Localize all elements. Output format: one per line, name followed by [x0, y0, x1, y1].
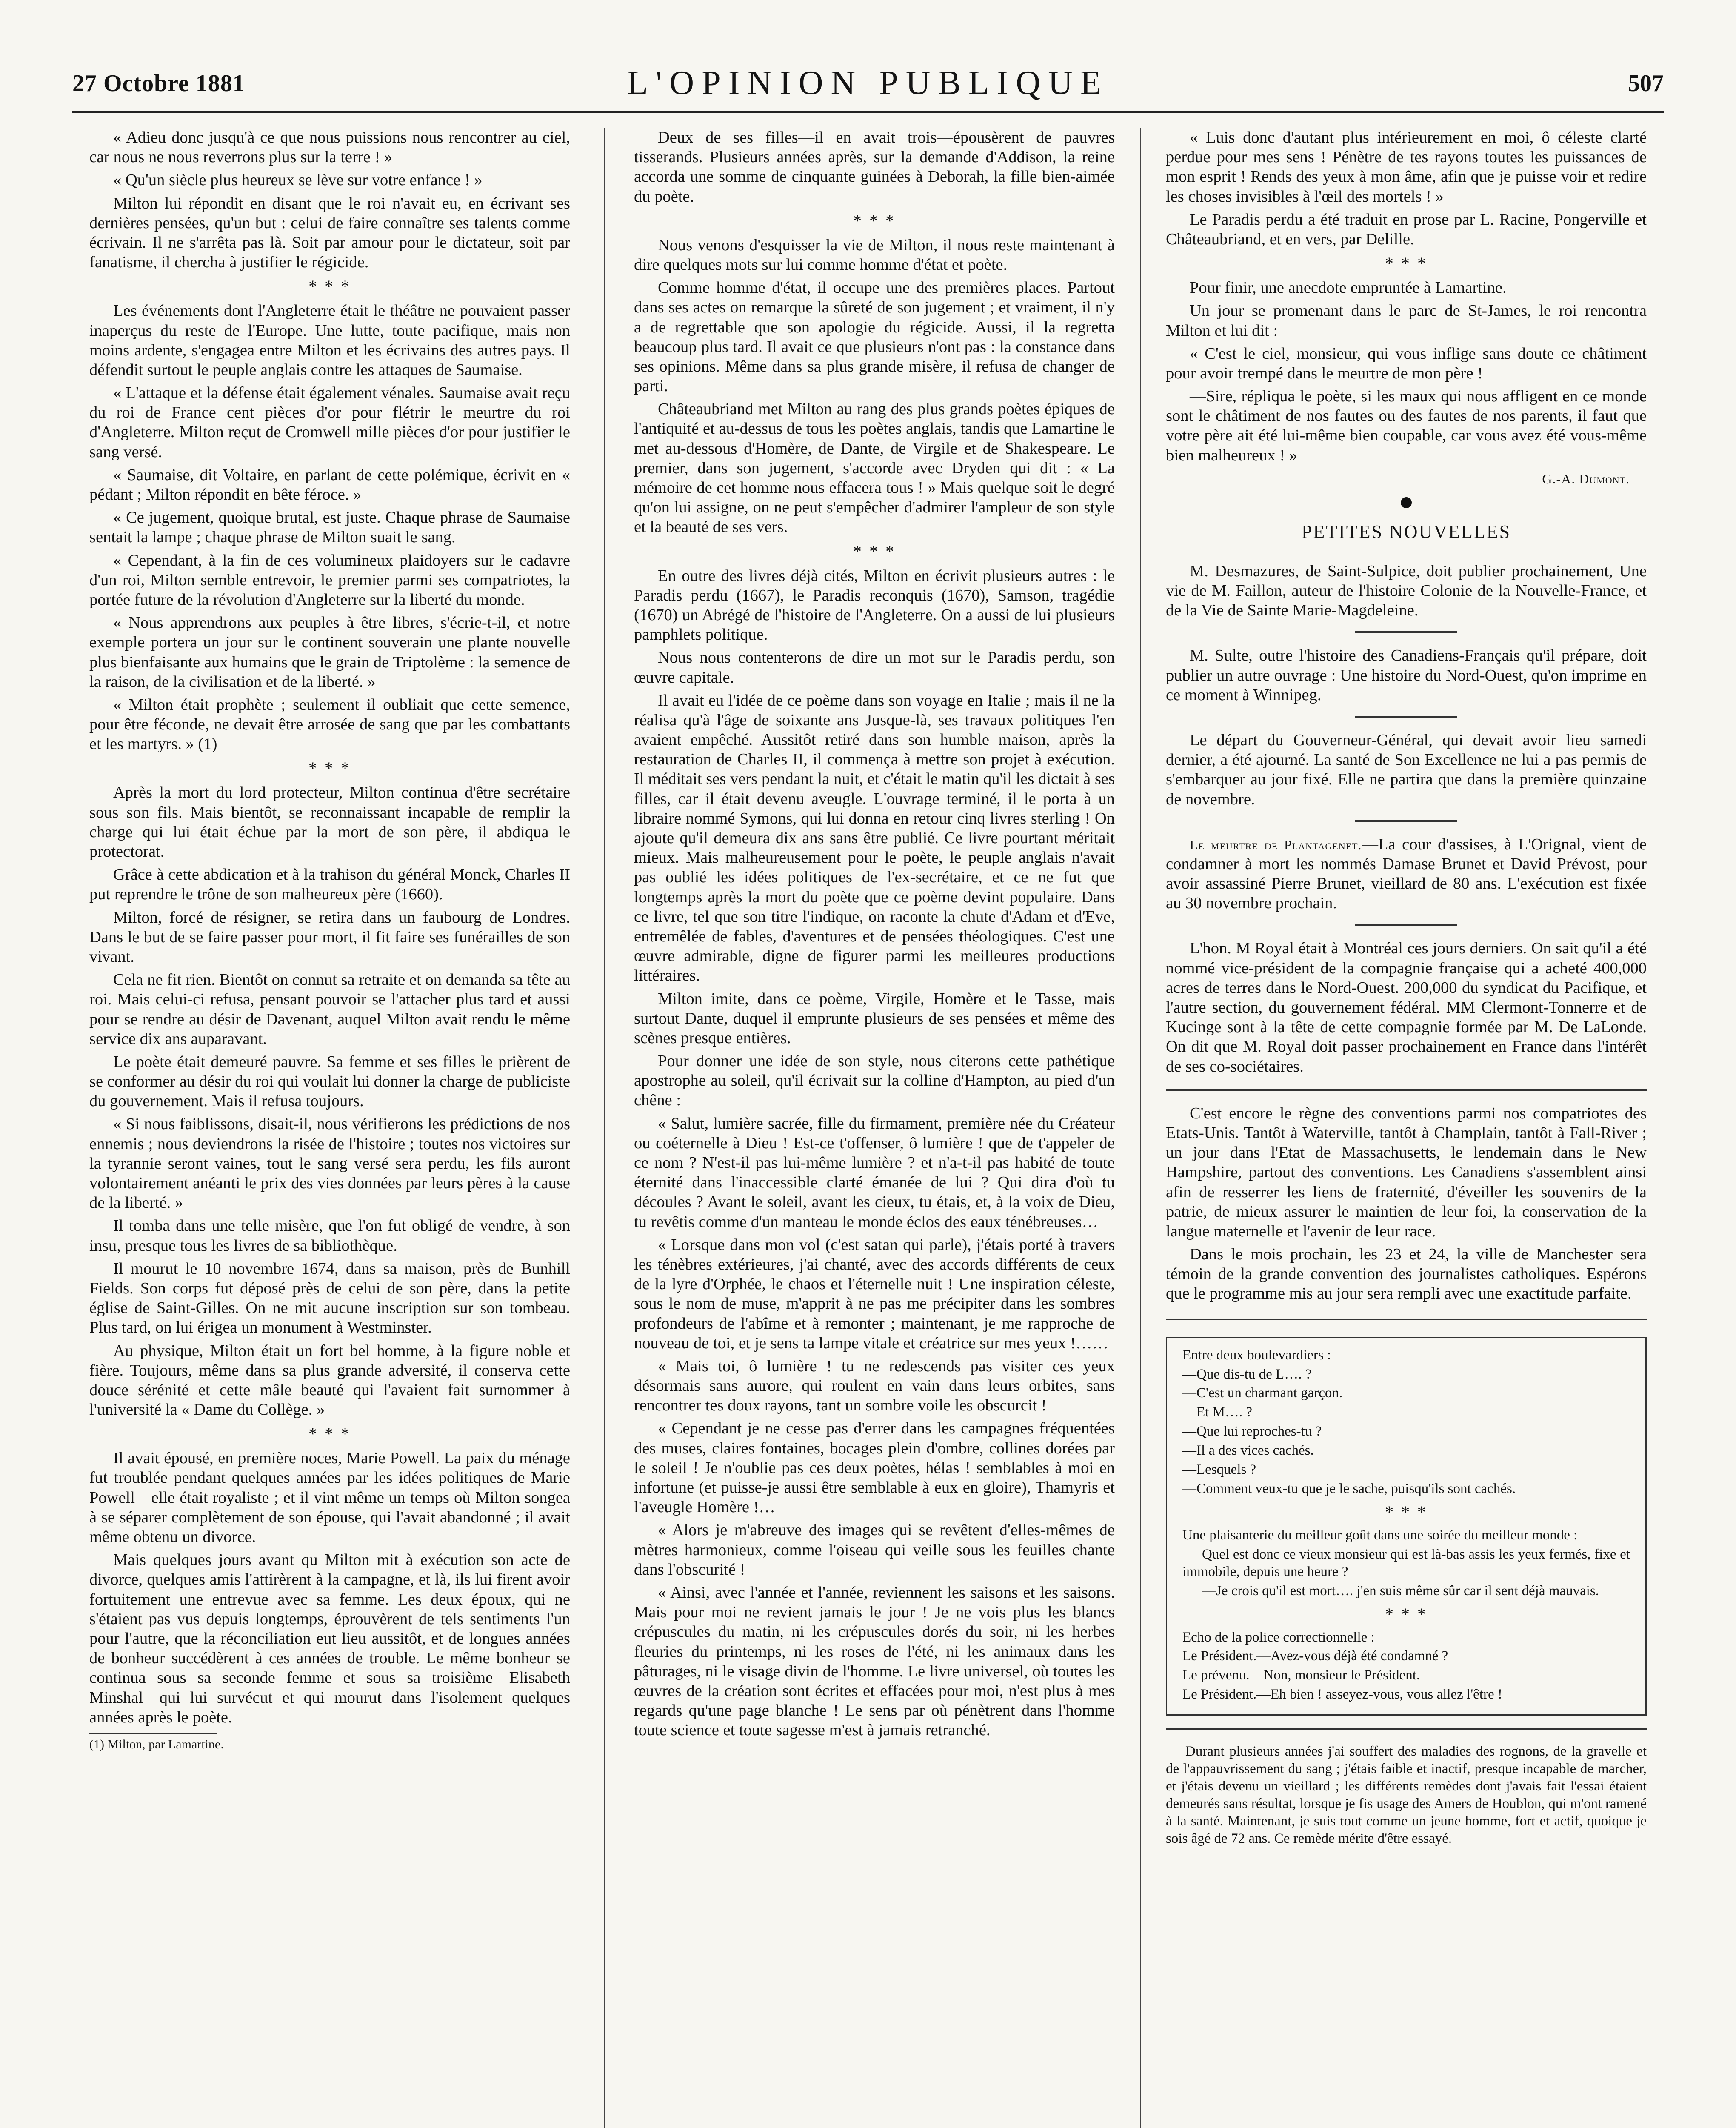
- paragraph: Cela ne fit rien. Bientôt on connut sa retraite et on demanda sa tête au roi. Mais celui-ci refusa, pensant pouvoir se l'attacher plus tard et aussi pour se rendre au désir de Davenant, auquel Milton avait rendu le même service dix ans auparavant.: [89, 971, 570, 1048]
- box-line: —C'est un charmant garçon.: [1182, 1385, 1343, 1401]
- paragraph: Il avait épousé, en première noces, Marie Powell. La paix du ménage fut troublée pendant quelques années par les idées politiques de Marie Powell—elle était royaliste ; et il vint même un temps où Milton songea à se séparer complètement de son épouse, qui l'avait abandonné ; il avait même obtenu un divorce.: [89, 1449, 570, 1546]
- paragraph: Pour donner une idée de son style, nous citerons cette pathétique apostrophe au soleil, qu'il écrivait sur la colline d'Hampton, au pied d'un chêne :: [634, 1052, 1115, 1110]
- item-separator: [1355, 820, 1457, 822]
- box-line: Le Président.—Avez-vous déjà été condamné ?: [1182, 1648, 1448, 1664]
- advertisement: Durant plusieurs années j'ai souffert des maladies des rognons, de la gravelle et de l'appauvrissement du sang ; j'étais faible et inactif, presque incapable de marcher, et j'étais devenu un vieillard ; les différents remèdes dont j'avais fait l'essai étaient demeurés sans résultat, lorsque je fis usage des Amers de Houblon, qui m'ont ramené à la santé. Maintenant, je suis tout comme un jeune homme, fort et actif, quoique je sois âgé de 72 ans. Ce remède mérite d'être essayé.: [1166, 1744, 1647, 1846]
- section-separator: * * *: [1385, 254, 1428, 273]
- paragraph: Il mourut le 10 novembre 1674, dans sa maison, près de Bunhill Fields. Son corps fut déposé près de celui de son père, dans la petite église de Saint-Gilles. On ne mit aucune inscription sur son tombeau. Plus tard, on lui érigea un monument à Westminster.: [89, 1259, 570, 1337]
- section-separator: * * *: [853, 211, 896, 230]
- paragraph: Pour finir, une anecdote empruntée à Lamartine.: [1190, 279, 1507, 297]
- paragraph: Il tomba dans une telle misère, que l'on fut obligé de vendre, à son insu, presque tous les livres de sa bibliothèque.: [89, 1217, 570, 1255]
- paragraph: —Sire, répliqua le poète, si les maux qui nous affligent en ce monde sont le châtiment de nos fautes ou des fautes de nos parents, il faut que votre père ait été lui-même bien coupable, car vous avez été vous-même bien malheureux ! »: [1166, 387, 1647, 464]
- item-separator: [1166, 1089, 1647, 1091]
- news-item: L'hon. M Royal était à Montréal ces jours derniers. On sait qu'il a été nommé vice-président de la compagnie française qui a acheté 400,000 acres de terres dans le Nord-Ouest. 200,000 du syndicat du Pacifique, et l'autre section, du gouvernement fédéral. MM Clermont-Tonnerre et de Kucinge sont à la tête de cette compagnie formée par M. De LaLonde. On dit que M. Royal doit passer prochainement en France dans l'intérêt de ses co-sociétaires.: [1166, 939, 1647, 1075]
- section-separator: * * *: [308, 758, 351, 778]
- paragraph: « L'attaque et la défense était également vénales. Saumaise avait reçu du roi de France cent pièces d'or pour flétrir le meurtre du roi d'Angleterre. Milton reçut de Cromwell mille pièces d'or pour justifier le sang versé.: [89, 384, 570, 461]
- paragraph: En outre des livres déjà cités, Milton en écrivit plusieurs autres : le Paradis perdu (1667), le Paradis reconquis (1670), Samson, tragédie (1670) un Abrégé de l'histoire de l'Angleterre. On a aussi de lui plusieurs pamphlets politique.: [634, 566, 1115, 644]
- paragraph: Nous venons d'esquisser la vie de Milton, il nous reste maintenant à dire quelques mots sur lui comme homme d'état et poète.: [634, 236, 1115, 274]
- paragraph: Nous nous contenterons de dire un mot sur le Paradis perdu, son œuvre capitale.: [634, 649, 1115, 686]
- section-separator: * * *: [1385, 1502, 1428, 1522]
- paragraph: Comme homme d'état, il occupe une des premières places. Partout dans ses actes on remarque la sûreté de son jugement ; et vraiment, il n'y a de regrettable que son apologie du régicide. Aussi, il la regretta beaucoup plus tard. Il avait ce que plusieurs n'ont pas : la constance dans ses opinions. Même dans sa plus grande misère, il refusa de changer de parti.: [634, 279, 1115, 395]
- paragraph: Milton, forcé de résigner, se retira dans un faubourg de Londres. Dans le but de se faire passer pour mort, il fit faire ses funérailles de son vivant.: [89, 908, 570, 966]
- column-1: [89, 128, 570, 2128]
- paragraph: Deux de ses filles—il en avait trois—épousèrent de pauvres tisserands. Plusieurs années après, sur la demande d'Addison, la reine accorda une somme de cinquante guinées à Deborah, la fille bien-aimée du poète.: [634, 129, 1115, 206]
- box-line: —Il a des vices cachés.: [1182, 1443, 1314, 1459]
- column-divider: [604, 128, 605, 2128]
- paragraph: Après la mort du lord protecteur, Milton continua d'être secrétaire sous son fils. Mais bientôt, se reconnaissant incapable de remplir la charge qui lui était échue par la mort de son père, il abdiqua le protectorat.: [89, 784, 570, 861]
- box-line: Echo de la police correctionnelle :: [1182, 1629, 1375, 1645]
- section-separator: * * *: [1385, 1604, 1428, 1624]
- news-item: Dans le mois prochain, les 23 et 24, la ville de Manchester sera témoin de la grande convention des journalistes catholiques. Espérons que le programme mis au jour sera rempli avec une exactitude parfaite.: [1166, 1245, 1647, 1303]
- page-number: 507: [1628, 70, 1664, 97]
- box-line: —Lesquels ?: [1182, 1462, 1256, 1478]
- item-separator: [1355, 924, 1457, 926]
- paragraph: « Cependant, à la fin de ces volumineux plaidoyers sur le cadavre d'un roi, Milton semble entrevoir, le premier parmi ses compatriotes, la portée future de la révolution d'Angleterre sur la liberté du monde.: [89, 551, 570, 609]
- paragraph: Grâce à cette abdication et à la trahison du général Monck, Charles II put reprendre le trône de son malheureux père (1660).: [89, 866, 570, 904]
- paragraph: « Nous apprendrons aux peuples à être libres, s'écrie-t-il, et notre exemple portera un jour sur le continent souverain une plante nouvelle plus bienfaisante aux humains que le grain de Triptolème : la semence de la raison, de la civilisation et de la liberté. »: [89, 614, 570, 691]
- column-2: [634, 128, 1115, 2128]
- paragraph: « Salut, lumière sacrée, fille du firmament, première née du Créateur ou coéternelle à Dieu ! Est-ce t'offenser, ô lumière ! que de t'appeler de ce nom ? N'est-il pas lui-même lumière ? et n'a-t-il pas habité de toute éternité dans l'inaccessible clarté émanée de lui ? Qui dira d'où tu découles ? Avant le soleil, avant les cieux, tu étais, et, à la voix de Dieu, tu revêtis comme d'un manteau le monde éclos des eaux ténébreuses…: [634, 1114, 1115, 1231]
- box-line: Une plaisanterie du meilleur goût dans une soirée du meilleur monde :: [1182, 1527, 1578, 1543]
- news-item: Le départ du Gouverneur-Général, qui devait avoir lieu samedi dernier, a été ajourné. La santé de Son Excellence ne lui a pas permis de s'embarquer au jour fixé. Elle ne partira que dans la première quinzaine de novembre.: [1166, 731, 1647, 808]
- bullet-ornament: [1401, 497, 1412, 508]
- box-line: Entre deux boulevardiers :: [1182, 1347, 1331, 1363]
- footnote: (1) Milton, par Lamartine.: [89, 1737, 224, 1751]
- paragraph: « Alors je m'abreuve des images qui se revêtent d'elles-mêmes de mètres harmonieux, comme l'oiseau qui veille sous les feuilles chante dans l'obscurité !: [634, 1521, 1115, 1579]
- box-line: Le prévenu.—Non, monsieur le Président.: [1182, 1668, 1420, 1683]
- news-item-heading: Le meurtre de Plantagenet.: [1190, 837, 1362, 852]
- paragraph: Mais quelques jours avant qu Milton mit à exécution son acte de divorce, quelques amis l'attirèrent à la campagne, et là, ils lui firent avoir fortuitement une entrevue avec sa femme. Les deux époux, qui ne s'étaient pas vus depuis longtemps, éprouvèrent de tels sentiments l'un pour l'autre, que la réconciliation eut lieu aussitôt, et de longues années de bonheur succédèrent à ces années de trouble. Le même bonheur se continua sous sa seconde femme et sous sa troisième—Elisabeth Minshal—qui lui survécut et qui mourut dans l'isolement quelques années après le poète.: [89, 1551, 570, 1726]
- paragraph: « Milton était prophète ; seulement il oubliait que cette semence, pour être féconde, ne devait être arrosée de sang que par les combattants et les martyrs. » (1): [89, 695, 570, 753]
- news-item: C'est encore le règne des conventions parmi nos compatriotes des Etats-Unis. Tantôt à Waterville, tantôt à Champlain, tantôt à Fall-River ; un jour dans l'Etat de Massachusetts, le lendemain dans le New Hampshire, partout des conventions. Les Canadiens s'assemblent ainsi afin de resserrer les liens de fraternité, d'éveiller les souvenirs de la patrie, de mieux assurer le maintien de leur foi, la conservation de la langue maternelle et l'avenir de leur race.: [1166, 1104, 1647, 1240]
- paragraph: Milton lui répondit en disant que le roi n'avait eu, en écrivant ses dernières pensées, qu'un but : celui de faire connaître ses talents comme écrivain. Il ne s'arrêta pas là. Soit par amour pour le dictateur, soit par fanatisme, il chercha à justifier le régicide.: [89, 194, 570, 272]
- box-line: Le Président.—Eh bien ! asseyez-vous, vous allez l'être !: [1182, 1687, 1502, 1702]
- footnote-rule: [89, 1733, 217, 1734]
- box-line: —Je crois qu'il est mort…. j'en suis même sûr car il sent déjà mauvais.: [1202, 1583, 1599, 1599]
- paragraph: « C'est le ciel, monsieur, qui vous inflige sans doute ce châtiment pour avoir trempé dans le meurtre de mon père !: [1166, 344, 1647, 382]
- paragraph: Un jour se promenant dans le parc de St-James, le roi rencontra Milton et lui dit :: [1166, 302, 1647, 340]
- paragraph: Au physique, Milton était un fort bel homme, à la figure noble et fière. Toujours, même dans sa plus grande adversité, il conserva cette douce sérénité et cette mâle beauté qui l'avaient fait surnommer à l'université la « Dame du Collège. »: [89, 1341, 570, 1419]
- box-line: Quel est donc ce vieux monsieur qui est là-bas assis les yeux fermés, fixe et immobile, depuis une heure ?: [1182, 1546, 1630, 1579]
- news-item-body: —La cour d'assises, à L'Orignal, vient de condamner à mort les nommés Damase Brunet et David Prévost, pour avoir assassiné Pierre Brunet, vieillard de 80 ans. L'exécution est fixée au 30 novembre prochain.: [1166, 835, 1647, 912]
- news-item: [1166, 835, 1647, 913]
- column-3: [1166, 128, 1647, 2128]
- double-rule: [1166, 1319, 1647, 1321]
- anecdotes-box: [1166, 1337, 1647, 1716]
- section-separator: * * *: [853, 541, 896, 561]
- paragraph: Le poète était demeuré pauvre. Sa femme et ses filles le prièrent de se conformer au désir du roi qui voulait lui donner la charge de publiciste du gouvernement. Mais il refusa toujours.: [89, 1053, 570, 1110]
- item-separator: [1166, 1728, 1647, 1730]
- newspaper-title: L'OPINION PUBLIQUE: [627, 64, 1109, 102]
- masthead-rule: [72, 111, 1664, 113]
- paragraph: Il avait eu l'idée de ce poème dans son voyage en Italie ; mais il ne la réalisa qu'à l'âge de soixante ans Jusque-là, ses travaux politiques l'en avaient empêché. Aussitôt retiré dans son humble maison, après la restauration de Charles II, il commença à mettre son projet à exécution. Il méditait ses vers pendant la nuit, et c'était le matin qu'il les dictait à ses filles, car il était devenu aveugle. L'ouvrage terminé, il le porta à un libraire nommé Symons, qui lui donna en retour cinq livres sterling ! On ajoute qu'il demeura dix ans sans être publié. Ce livre pourtant méritait mieux. Mais malheureusement pour le poète, le peuple anglais n'avait pas oublié les idées politiques de l'ex-secrétaire, et ce ne fut que longtemps après la mort du poète que ce poème devint populaire. Dans ce livre, tel que son titre l'indique, on raconte la chute d'Adam et d'Eve, entremêlée de fables, d'aventures et de pensées théologiques. C'est une œuvre admirable, digne de figurer parmi les meilleures productions littéraires.: [634, 691, 1115, 985]
- news-item: M. Desmazures, de Saint-Sulpice, doit publier prochainement, Une vie de M. Faillon, auteur de l'histoire Colonie de la Nouvelle-France, et de la Vie de Sainte Marie-Magdeleine.: [1166, 562, 1647, 620]
- paragraph: « Saumaise, dit Voltaire, en parlant de cette polémique, écrivit en « pédant ; Milton répondit en bête féroce. »: [89, 466, 570, 503]
- box-line: —Et M…. ?: [1182, 1404, 1253, 1420]
- paragraph: Les événements dont l'Angleterre était le théâtre ne pouvaient passer inaperçus du reste de l'Europe. Une lutte, toute pacifique, mais non moins ardente, s'engagea entre Milton et les écrivains des autres pays. Il défendit surtout le peuple anglais contre les attaques de Saumaise.: [89, 302, 570, 379]
- paragraph: Le Paradis perdu a été traduit en prose par L. Racine, Pongerville et Châteaubriand, et en vers, par Delille.: [1166, 210, 1647, 248]
- paragraph: « Ainsi, avec l'année et l'année, reviennent les saisons et les saisons. Mais pour moi ne revient jamais le jour ! Je ne vois plus les blancs crépuscules du matin, ni les crépuscules dorés du soir, ni les herbes fleuries du printemps, ni les roses de l'été, ni les animaux dans les pâturages, ni le visage divin de l'homme. Le livre universel, où toutes les œuvres de la création sont écrites et effacées pour moi, n'est plus à mes regards qu'une page blanche ! Le sens par où pénètrent dans l'homme toute science et toute sagesse m'est à jamais retranché.: [634, 1583, 1115, 1739]
- box-line: —Que lui reproches-tu ?: [1182, 1424, 1322, 1439]
- paragraph: « Lorsque dans mon vol (c'est satan qui parle), j'étais porté à travers les ténèbres extérieures, j'ai chanté, avec des accords différents de ceux de la lyre d'Orphée, le chaos et l'éternelle nuit ! Une inspiration céleste, sous le nom de muse, m'apprit à ne pas me précipiter dans les sombres profondeurs de l'abîme et à remonter ; maintenant, je me rapproche de nouveau de toi, et je sens ta lampe vitale et créatrice sur mes yeux !……: [634, 1236, 1115, 1352]
- paragraph: « Qu'un siècle plus heureux se lève sur votre enfance ! »: [113, 171, 483, 189]
- paragraph: « Si nous faiblissons, disait-il, nous vérifierons les prédictions de nos ennemis ; nous deviendrons la risée de l'histoire ; toutes nos victoires sur la tyrannie seront vaines, tout le sang versé sera perdu, les fils auront volontairement anéanti le prix des vies données par leurs pères à la cause de la liberté. »: [89, 1115, 570, 1212]
- section-title: PETITES NOUVELLES: [1301, 521, 1511, 542]
- paragraph: « Mais toi, ô lumière ! tu ne redescends pas visiter ces yeux désormais sans aurore, qui roulent en vain dans leurs orbites, sans rencontrer tes doux rayons, tant un sombre voile les obscurcit !: [634, 1357, 1115, 1415]
- section-separator: * * *: [308, 1424, 351, 1444]
- paragraph: « Adieu donc jusqu'à ce que nous puissions nous rencontrer au ciel, car nous ne nous reverrons plus sur la terre ! »: [89, 129, 570, 166]
- paragraph: « Luis donc d'autant plus intérieurement en moi, ô céleste clarté perdue pour mes sens ! Pénètre de tes rayons toutes les puissances de mon esprit ! Rends des yeux à mon âme, afin que je puisse voir et redire les choses invisibles à l'œil des mortels ! »: [1166, 129, 1647, 206]
- item-separator: [1355, 716, 1457, 718]
- box-line: —Comment veux-tu que je le sache, puisqu'ils sont cachés.: [1182, 1481, 1516, 1496]
- box-line: —Que dis-tu de L…. ?: [1182, 1366, 1312, 1382]
- paragraph: « Cependant je ne cesse pas d'errer dans les campagnes fréquentées des muses, claires fontaines, bocages plein d'ombre, collines dorées par le soleil ! Je n'oublie pas ces deux poètes, hélas ! semblables à moi en infortune (et puisse-je aussi être semblable à eux en gloire), Thamyris et l'aveugle Homère !…: [634, 1419, 1115, 1516]
- paragraph: Milton imite, dans ce poème, Virgile, Homère et le Tasse, mais surtout Dante, duquel il emprunte plusieurs de ses pensées et même des scènes presque entières.: [634, 990, 1115, 1047]
- item-separator: [1355, 631, 1457, 633]
- column-divider: [1140, 128, 1141, 2128]
- section-separator: * * *: [308, 277, 351, 296]
- paragraph: Châteaubriand met Milton au rang des plus grands poètes épiques de l'antiquité et au-dessus de tous les poètes anglais, tandis que Lamartine le met au-dessous d'Homère, de Dante, de Virgile et de Shakespeare. Le premier, dans son jugement, s'accorde avec Dryden qui dit : « La mémoire de cet homme nous effacera tous ! » Mais quelque soit le degré qu'on lui assigne, on ne peut s'empêcher d'admirer l'ampleur de son style et la beauté de ses vers.: [634, 400, 1115, 536]
- masthead: [72, 39, 1664, 112]
- paragraph: « Ce jugement, quoique brutal, est juste. Chaque phrase de Saumaise sentait la lampe ; chaque phrase de Milton suait le sang.: [89, 509, 570, 546]
- news-item: M. Sulte, outre l'histoire des Canadiens-Français qu'il prépare, doit publier un autre ouvrage : Une histoire du Nord-Ouest, qu'on imprime en ce moment à Winnipeg.: [1166, 646, 1647, 704]
- issue-date: 27 Octobre 1881: [72, 70, 245, 97]
- author-signature: G.-A. Dumont.: [1542, 471, 1630, 486]
